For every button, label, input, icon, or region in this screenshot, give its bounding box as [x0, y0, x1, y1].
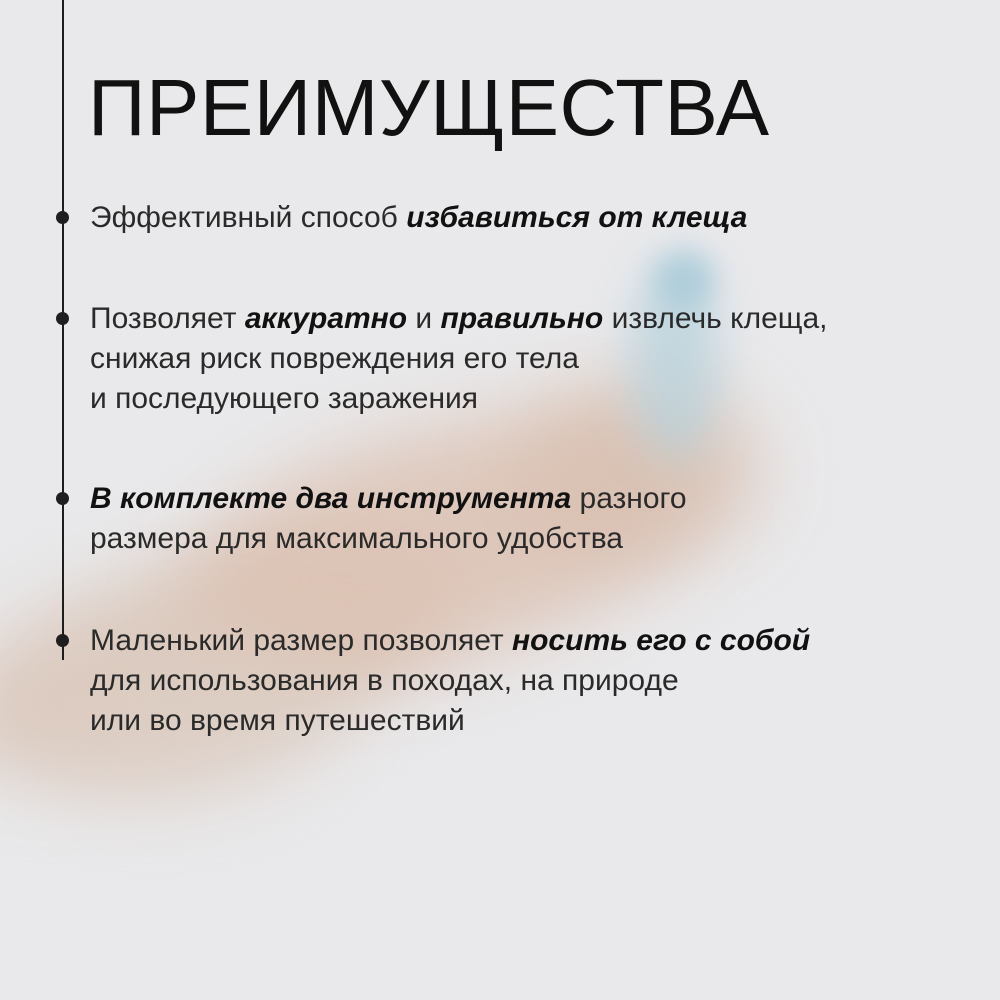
benefit-text-line: [90, 479, 970, 519]
benefit-text-line: [90, 198, 970, 238]
benefit-emphasis-text: В комплекте два инструмента: [90, 482, 572, 515]
benefit-text: разного: [571, 482, 687, 515]
benefit-item-2: [90, 299, 970, 419]
benefit-text-line: [90, 519, 970, 559]
timeline-vertical-line: [62, 0, 64, 660]
benefit-text-line: [90, 701, 970, 741]
benefit-text-line: [90, 621, 970, 661]
benefit-item-1: [90, 198, 970, 238]
benefit-text: Эффективный способ: [90, 201, 407, 234]
benefit-text: Позволяет: [90, 302, 245, 335]
bullet-dot-icon: [56, 312, 69, 325]
benefit-emphasis-text: аккуратно: [244, 302, 408, 335]
benefit-emphasis-text: правильно: [440, 302, 604, 335]
benefit-text: для использования в походах, на природе: [90, 664, 679, 697]
benefit-text-line: [90, 339, 970, 379]
benefit-text-line: [90, 379, 970, 419]
bullet-dot-icon: [56, 211, 69, 224]
benefit-emphasis-text: носить его с собой: [511, 624, 811, 657]
benefit-text: или во время путешествий: [90, 704, 465, 737]
benefit-emphasis-text: избавиться от клеща: [406, 201, 748, 234]
benefit-text: размера для максимального удобства: [90, 522, 623, 555]
benefit-text: и последующего заражения: [90, 382, 479, 415]
benefit-text: снижая риск повреждения его тела: [90, 342, 579, 375]
benefit-text-line: [90, 661, 970, 701]
benefit-text: извлечь клеща,: [603, 302, 828, 335]
bullet-dot-icon: [56, 492, 69, 505]
benefit-text: и: [407, 302, 441, 335]
bullet-dot-icon: [56, 634, 69, 647]
benefit-item-4: [90, 621, 970, 741]
benefit-text-line: [90, 299, 970, 339]
page-title: ПРЕИМУЩЕСТВА: [88, 63, 770, 152]
benefit-item-3: [90, 479, 970, 559]
benefit-text: Маленький размер позволяет: [90, 624, 512, 657]
